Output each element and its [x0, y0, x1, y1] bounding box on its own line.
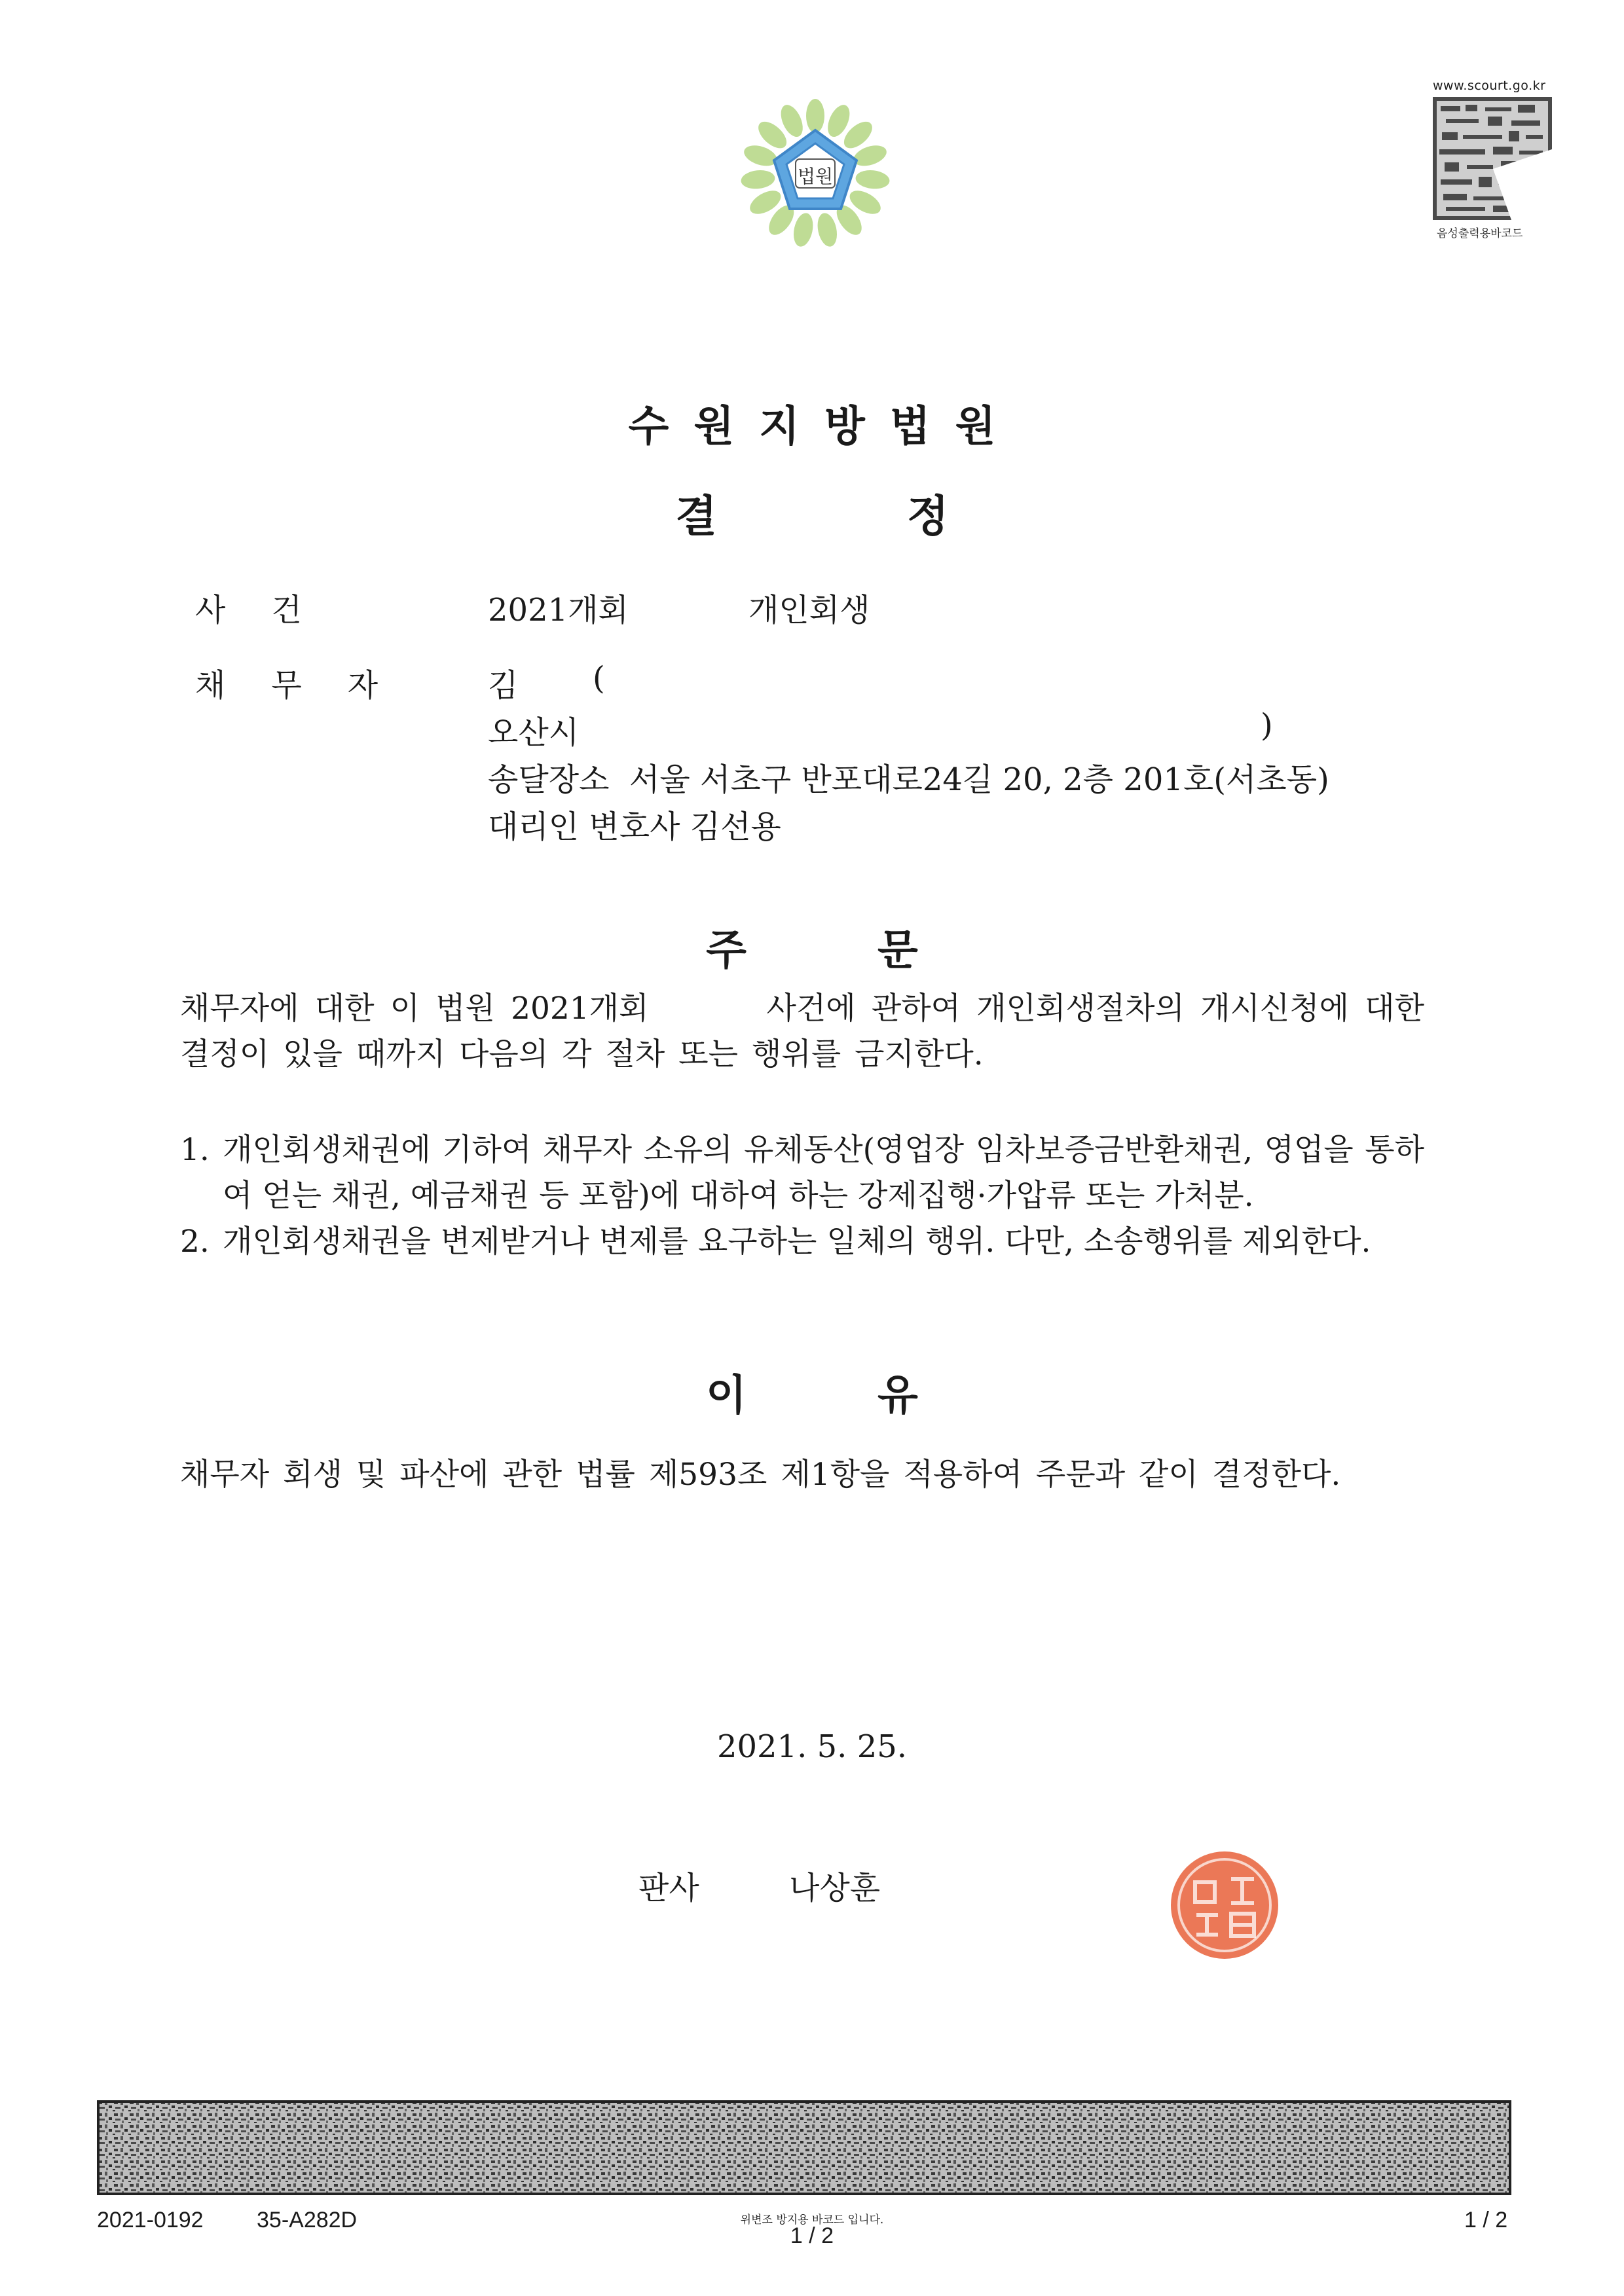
reason-heading: 이유: [706, 1371, 1049, 1420]
order-intro-part2: 사건에 관하여 개인회생절차의 개시신청에 대한 결정이 있을 때까지 다음의 각 절차 또는 행위를 금지한다.: [180, 991, 1424, 1072]
order-item: [180, 1127, 1424, 1219]
order-item-text: 개인회생채권을 변제받거나 변제를 요구하는 일체의 행위. 다만, 소송행위를 제외한다.: [223, 1224, 1371, 1260]
court-name: 수원지방법원: [628, 402, 1021, 451]
form-code: 35-A282D: [257, 2208, 358, 2232]
order-item-number: 1.: [180, 1132, 210, 1168]
decision-date: 2021. 5. 25.: [716, 1728, 908, 1765]
page-number-right: 1 / 2: [1464, 2208, 1508, 2232]
qr-barcode-icon: [1433, 97, 1552, 220]
reason-text: 채무자 회생 및 파산에 관한 법률 제593조 제1항을 적용하여 주문과 같이 결정한다.: [180, 1457, 1341, 1493]
anti-forgery-barcode: [97, 2100, 1511, 2195]
page-number-center: 1 / 2: [790, 2223, 834, 2248]
judge-name: 나상훈: [789, 1870, 881, 1906]
emblem-text: 법원: [797, 166, 834, 187]
order-item: [180, 1219, 1424, 1311]
debtor-agent: 대리인 변호사 김선용: [488, 809, 781, 845]
order-heading: 주문: [706, 926, 1049, 975]
court-emblem-logo: [740, 98, 891, 249]
order-intro: [180, 986, 1424, 1078]
case-name: 개인회생: [748, 592, 870, 629]
debtor-label: 채무자: [195, 667, 424, 704]
order-item-text: 개인회생채권에 기하여 채무자 소유의 유체동산(영업장 임차보증금반환채권, 영업을 통하여 얻는 채권, 예금채권 등 포함)에 대하여 하는 강제집행·가압류 또는 가처분.: [223, 1132, 1424, 1214]
scourt-url: www.scourt.go.kr: [1433, 79, 1546, 93]
debtor-address: 오산시: [488, 714, 580, 751]
debtor-name: 김: [488, 667, 519, 704]
delivery-address: 송달장소 서울 서초구 반포대로24길 20, 2층 201호(서초동): [488, 761, 1329, 798]
order-item-number: 2.: [180, 1224, 210, 1260]
document-id: 2021-0192: [97, 2208, 204, 2232]
document-type-title: 결정: [675, 490, 1139, 541]
voice-output-barcode: [1428, 79, 1559, 242]
judge-title: 판사: [638, 1870, 699, 1906]
case-number: 2021개회: [488, 592, 629, 629]
barcode-note: 위변조 방지용 바코드 입니다.: [740, 2214, 884, 2227]
debtor-close-paren: ): [1261, 707, 1273, 744]
debtor-open-paren: (: [593, 660, 605, 697]
judge-seal-stamp: [1162, 1843, 1287, 1967]
barcode-caption: 음성출력용바코드: [1437, 227, 1523, 240]
order-intro-part1: 채무자에 대한 이 법원 2021개회: [180, 991, 649, 1027]
case-label: 사건: [195, 592, 348, 629]
